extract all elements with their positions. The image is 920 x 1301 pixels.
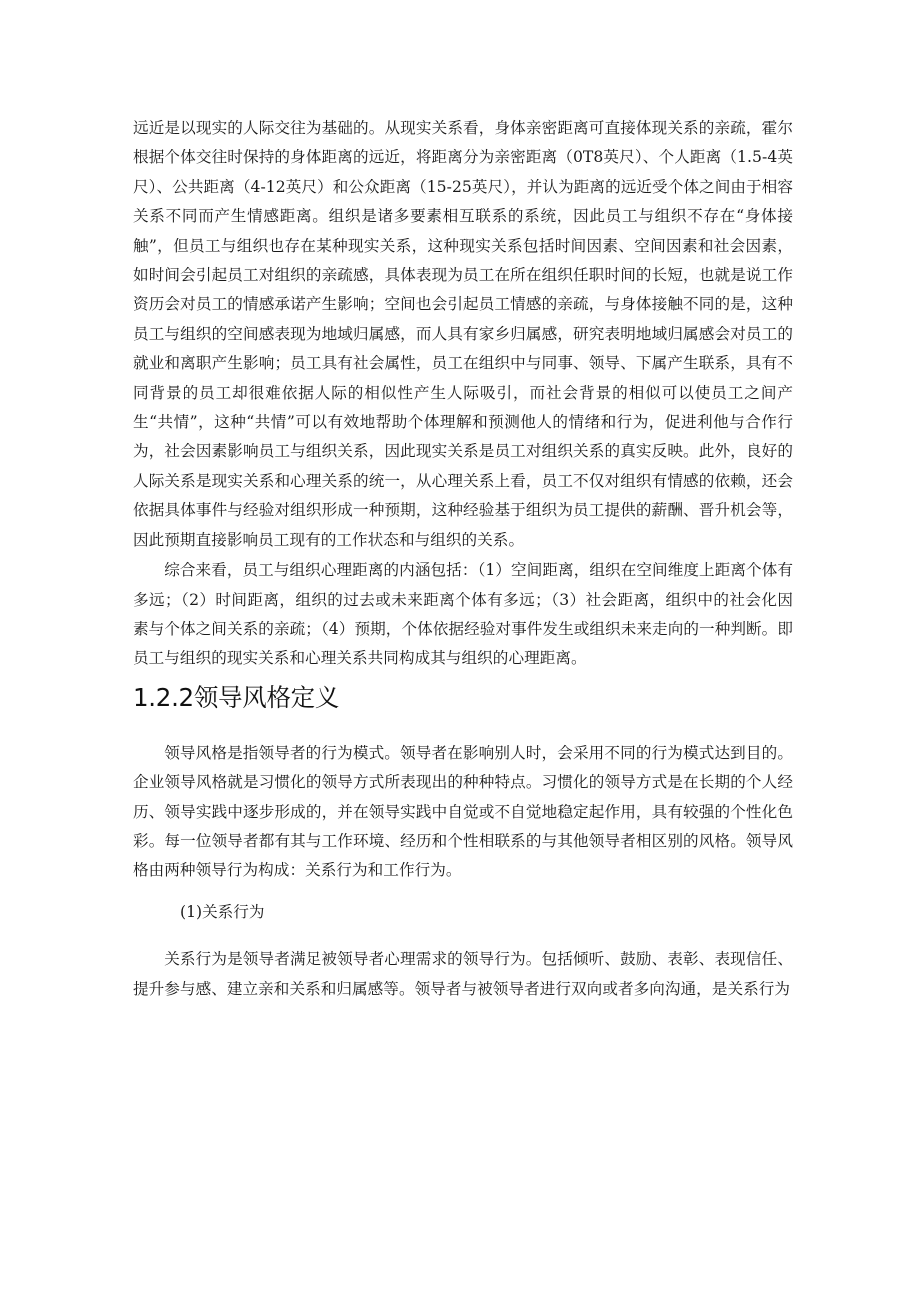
relationship-behavior-paragraph: 关系行为是领导者满足被领导者心理需求的领导行为。包括倾听、鼓励、表彰、表现信任、提升参与感、建立亲和关系和归属感等。领导者与被领导者进行双向或者多向沟通，是关系行为 xyxy=(133,950,793,998)
section-heading: 1.2.2领导风格定义 xyxy=(133,682,340,712)
definition-paragraph: 领导风格是指领导者的行为模式。领导者在影响别人时，会采用不同的行为模式达到目的。企业领导风格就是习惯化的领导方式所表现出的种种特点。习惯化的领导方式是在长期的个人经历、领导实践中逐步形成的，并在领导实践中自觉或不自觉地稳定起作用，具有较强的个性化色彩。每一位领导者都有其与工作环境、经历和个性相联系的与其他领导者相区别的风格。领导风格由两种领导行为构成：关系行为和工作行为。 xyxy=(133,743,793,880)
document-page xyxy=(133,114,793,1004)
subheading-relationship-behavior: (1)关系行为 xyxy=(180,902,265,921)
body-paragraph: 远近是以现实的人际交往为基础的。从现实关系看，身体亲密距离可直接体现关系的亲疏，霍尔根据个体交往时保持的身体距离的远近，将距离分为亲密距离（0T8英尺）、个人距离（1.5-4英尺）、公共距离（4-12英尺）和公众距离（15-25英尺），并认为距离的远近受个体之间由于相容关系不同而产生情感距离。组织是诸多要素相互联系的系统，因此员工与组织不存在“身体接触”，但员工与组织也存在某种现实关系，这种现实关系包括时间因素、空间因素和社会因素，如时间会引起员工对组织的亲疏感，具体表现为员工在所在组织任职时间的长短，也就是说工作资历会对员工的情感承诺产生影响；空间也会引起员工情感的亲疏，与身体接触不同的是，这种员工与组织的空间感表现为地域归属感，而人具有家乡归属感，研究表明地域归属感会对员工的就业和离职产生影响；员工具有社会属性，员工在组织中与同事、领导、下属产生联系，具有不同背景的员工却很难依据人际的相似性产生人际吸引，而社会背景的相似可以使员工之间产生“共情”，这种“共情”可以有效地帮助个体理解和预测他人的情绪和行为，促进利他与合作行为，社会因素影响员工与组织关系，因此现实关系是员工对组织关系的真实反映。此外，良好的人际关系是现实关系和心理关系的统一，从心理关系上看，员工不仅对组织有情感的依赖，还会依据具体事件与经验对组织形成一种预期，这种经验基于组织为员工提供的薪酬、晋升机会等，因此预期直接影响员工现有的工作状态和与组织的关系。 xyxy=(133,119,793,549)
summary-paragraph: 综合来看，员工与组织心理距离的内涵包括：（1）空间距离，组织在空间维度上距离个体有多远；（2）时间距离，组织的过去或未来距离个体有多远；（3）社会距离，组织中的社会化因素与个体之间关系的亲疏；（4）预期，个体依据经验对事件发生或组织未来走向的一种判断。即员工与组织的现实关系和心理关系共同构成其与组织的心理距离。 xyxy=(133,561,793,668)
